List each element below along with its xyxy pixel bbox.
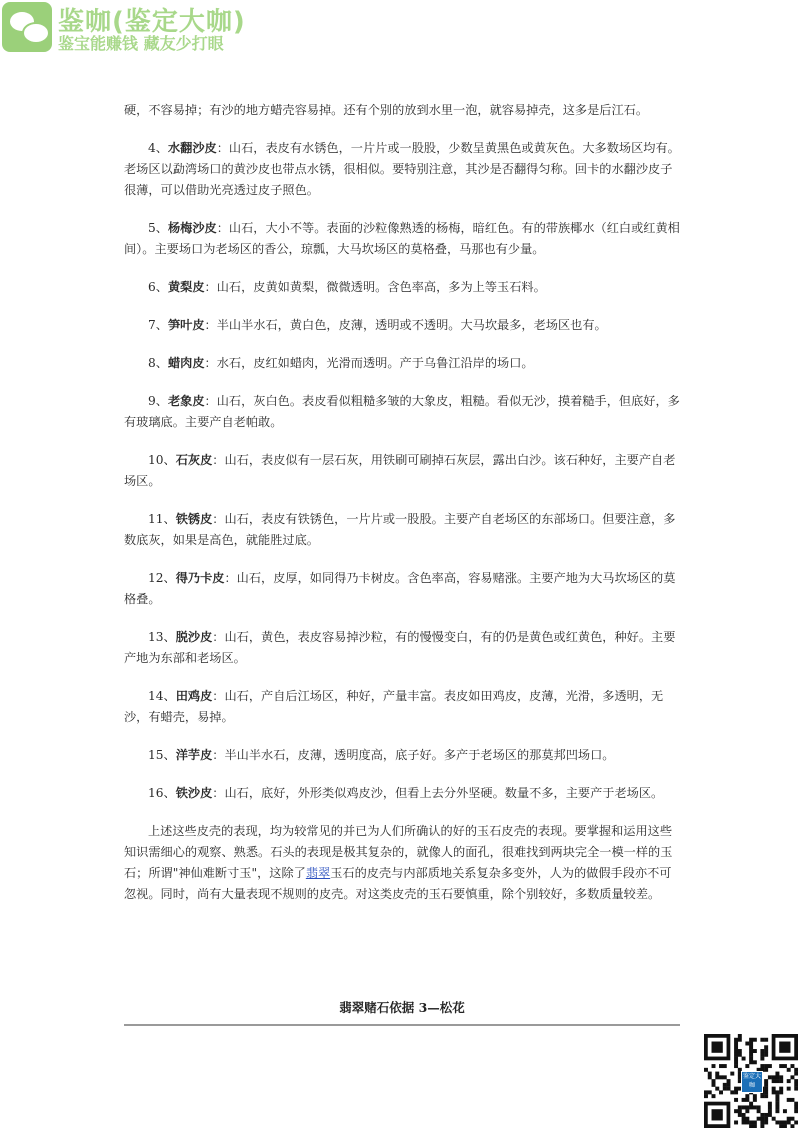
article-body	[124, 100, 680, 905]
item-term: 水翻沙皮	[167, 141, 217, 155]
list-item: 12、得乃卡皮：山石，皮厚，如同得乃卡树皮。含色率高，容易赌涨。主要产地为大马坎场区的莫格叠。	[124, 571, 676, 606]
list-item: 13、脱沙皮：山石，黄色，表皮容易掉沙粒，有的慢慢变白，有的仍是黄色或红黄色，种好。主要产地为东部和老场区。	[124, 630, 676, 665]
item-term: 老象皮	[167, 394, 205, 408]
list-item: 10、石灰皮：山石，表皮似有一层石灰，用铁刷可刷掉石灰层，露出白沙。该石种好，主要产自老场区。	[124, 453, 676, 488]
item-term: 脱沙皮	[175, 630, 213, 644]
item-term: 蜡肉皮	[167, 356, 205, 370]
list-item: 16、铁沙皮：山石，底好，外形类似鸡皮沙，但看上去分外坚硬。数量不多，主要产于老场区。	[148, 786, 664, 800]
item-term: 石灰皮	[175, 453, 213, 467]
list-item: 11、铁锈皮：山石，表皮有铁锈色，一片片或一股股。主要产自老场区的东部场口。但要注意，多数底灰，如果是高色，就能胜过底。	[124, 512, 676, 547]
intro-paragraph: 硬，不容易掉；有沙的地方蜡壳容易掉。还有个别的放到水里一泡，就容易掉壳，这多是后江石。	[124, 103, 649, 117]
feicui-link[interactable]: 翡翠	[305, 866, 331, 880]
wechat-icon	[2, 2, 52, 52]
item-term: 黄梨皮	[167, 280, 205, 294]
item-term: 得乃卡皮	[175, 571, 225, 585]
list-item: 5、杨梅沙皮：山石，大小不等。表面的沙粒像熟透的杨梅，暗红色。有的带族椰水（红白或红黄相间）。主要场口为老场区的香公，琼瓢，大马坎场区的莫格叠，马那也有少量。	[124, 221, 680, 256]
item-term: 铁锈皮	[175, 512, 213, 526]
item-term: 铁沙皮	[175, 786, 213, 800]
watermark-logo	[0, 0, 250, 56]
summary-paragraph: 上述这些皮壳的表现，均为较常见的并已为人们所确认的好的玉石皮壳的表现。要掌握和运用这些知识需细心的观察、熟悉。石头的表现是极其复杂的，就像人的面孔，很难找到两块完全一模一样的玉石；所谓"神仙难断寸玉"，这除了翡翠玉石的皮壳与内部质地关系复杂多变外，人为的做假手段亦不可忽视。同时，尚有大量表现不规则的皮壳。对这类皮壳的玉石要慎重，除个别较好，多数质量较差。	[124, 824, 673, 901]
list-item: 14、田鸡皮：山石，产自后江场区，种好，产量丰富。表皮如田鸡皮，皮薄，光滑，多透明，无沙，有蜡壳，易掉。	[124, 689, 664, 724]
qr-badge: 鉴定大咖	[741, 1071, 763, 1093]
watermark-title: 鉴咖(鉴定大咖)	[58, 7, 246, 37]
watermark-slogan: 鉴宝能赚钱 藏友少打眼	[58, 34, 224, 53]
list-item: 7、笋叶皮：半山半水石，黄白色，皮薄，透明或不透明。大马坎最多，老场区也有。	[148, 318, 607, 332]
item-term: 洋芋皮	[175, 748, 213, 762]
item-term: 田鸡皮	[175, 689, 213, 703]
list-item: 6、黄梨皮：山石，皮黄如黄梨，微微透明。含色率高，多为上等玉石料。	[148, 280, 546, 294]
list-item: 8、蜡肉皮：水石，皮红如蜡肉，光滑而透明。产于乌鲁江沿岸的场口。	[148, 356, 534, 370]
list-item: 4、水翻沙皮：山石，表皮有水锈色，一片片或一股股，少数呈黄黑色或黄灰色。大多数场区均有。老场区以勐湾场口的黄沙皮也带点水锈，很相似。要特别注意，其沙是否翻得匀称。回卡的水翻沙皮子很薄，可以借助光亮透过皮子照色。	[124, 141, 680, 197]
qr-code	[704, 1034, 798, 1128]
list-item: 15、洋芋皮：半山半水石，皮薄，透明度高，底子好。多产于老场区的那莫邦凹场口。	[148, 748, 615, 762]
divider	[124, 1024, 680, 1026]
list-item: 9、老象皮：山石，灰白色。表皮看似粗糙多皱的大象皮，粗糙。看似无沙，摸着糙手，但底好，多有玻璃底。主要产自老帕敢。	[124, 394, 680, 429]
item-term: 杨梅沙皮	[167, 221, 217, 235]
item-term: 笋叶皮	[167, 318, 205, 332]
section-title: 翡翠赌石依据 3—松花	[339, 1000, 465, 1015]
